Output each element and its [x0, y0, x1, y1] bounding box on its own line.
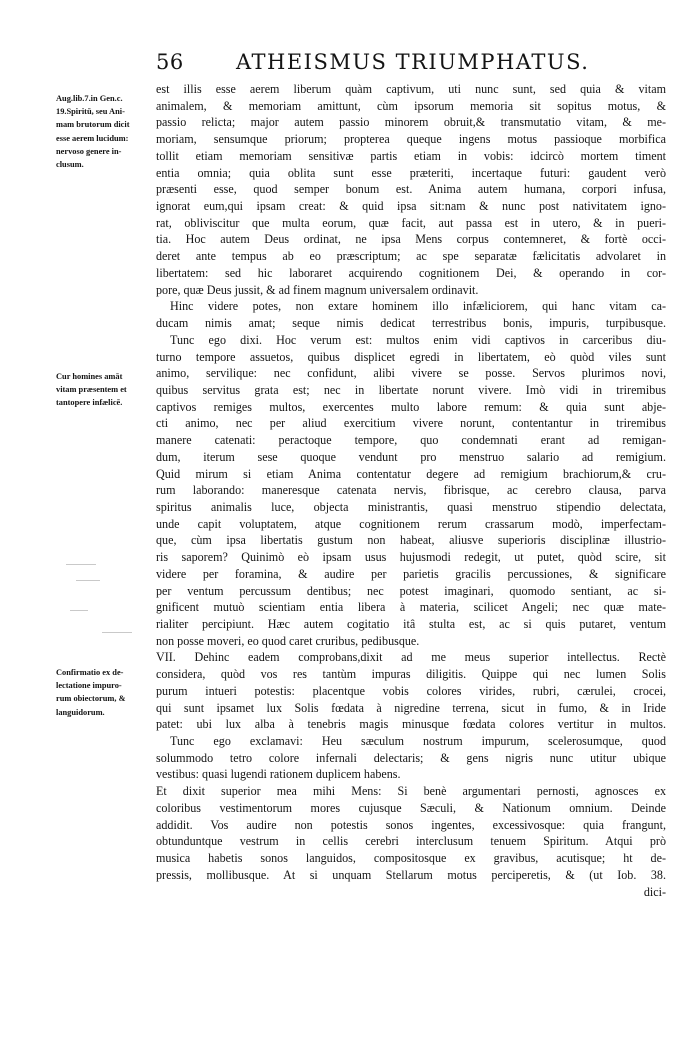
margin-note-confirmatio — [56, 666, 152, 719]
text-line: pore, quæ Deus jussit, & ad finem magnum universalem ordinavit. — [156, 282, 479, 297]
margin-note-line: clusum. — [56, 160, 84, 170]
text-line: unde capit voluptatem, atque cognitionem rerum crassarum modò, imperfectam- — [156, 516, 666, 531]
text-line: passio relicta; major autem passio minorem obruit,& transmutatio vitam, & me- — [156, 115, 666, 130]
text-line: qui sunt ipsamet lux Solis fœdata à nigredine terrena, sicut in fumo, & in Iride — [156, 700, 666, 715]
body-text — [156, 81, 666, 900]
text-line: rialiter percipiunt. Hæc autem cogitatio itâ stulta est, ac si quis putaret, ventum — [156, 617, 666, 631]
text-line: cti animo, nec per aliud exercitium vivere norunt, contentantur in triremibus — [156, 416, 666, 431]
text-line: animo, servilique: nec confidunt, alibi vivere se posse. Servos plurimos novi, — [156, 366, 666, 381]
text-line: pressis, mollibusque. At si unquam Stellarum motus perciperetis, & (ut Iob. 38. — [156, 867, 666, 882]
page-header — [150, 50, 670, 78]
text-line: tia. Hoc autem Deus ordinat, ne ipsa Mens corpus contemneret, & fortè occi- — [156, 232, 666, 247]
catchword: dici- — [643, 884, 666, 899]
margin-note-cur-homines — [56, 370, 152, 410]
text-line: ignorat eum,qui ipsam creat: & quid ipsa sit:nam & nunc post nativitatem igno- — [156, 199, 666, 214]
text-line: videre per foramina, & audire per parietis gracilis percussiones, & significare — [156, 566, 666, 581]
text-line: animalem, & memoriam amittunt, cùm ipsorum memoria sit sopitus motus, & — [156, 98, 666, 113]
text-line: turno tempore assuetos, quibus displicet egredi in libertatem, eò quòd viles sunt — [156, 349, 666, 364]
text-line: entia omnia; quia oblita sunt esse præteriti, incertaque futuri: gaudent verò — [156, 165, 666, 180]
text-line: purum intueri potestis: placentque vobis colores virides, rubri, cærulei, crocei, — [156, 683, 666, 698]
text-line: Quid mirum si etiam Anima contentatur degere ad remigium brachiorum,& cru- — [156, 466, 666, 481]
text-line: rat, obliviscitur que multa eorum, quæ facit, aut passa est in utero, & in pueri- — [156, 215, 666, 230]
margin-note-line: vitam præsentem et — [56, 385, 127, 395]
text-line: moriam, sensumque priorum; propterea queque ingens motus passioque morbifica — [156, 132, 666, 147]
margin-note-augustine — [56, 92, 152, 171]
text-line: spiritus animalis luce, objecta ministrantis, quasi menstruo stipendio delectata, — [156, 499, 666, 514]
margin-note-line: Confirmatio ex de- — [56, 668, 124, 677]
text-line: solummodo tetro colore infernali delectaris; & gens nigris nunc utitur ubique — [156, 750, 666, 765]
text-line: VII. Dehinc eadem comprobans,dixit ad me meus superior intellectus. Rectè — [156, 650, 666, 665]
text-line: Tunc ego exclamavi: Heu sæculum nostrum impurum, scelerosumque, quod — [170, 734, 666, 749]
margin-note-line: lectatione impuro- — [56, 681, 122, 691]
text-line: per ventum percussum dentibus; nec potest imaginari, quomodo sentiant, ac si- — [156, 583, 666, 598]
text-line: manere catenati: peractoque tempore, quo condemnati erant ad remigan- — [156, 433, 666, 448]
text-line: addidit. Vos audire non potestis sonos ingentes, excessivosque: quia frangunt, — [156, 817, 666, 832]
bleed-through-marks — [62, 560, 142, 650]
text-line: Et dixit superior mea mihi Mens: Si benè argumentari pernosti, agnosces ex — [156, 784, 666, 799]
text-line: non posse moveri, eo quod caret cruribus, pedibusque. — [156, 633, 420, 648]
text-line: captivos remiges multos, exercentes multo labore remum: & quia sunt abje- — [156, 399, 666, 414]
text-line: præsenti esse, quod semper bonum est. Anima autem humana, corpori infusa, — [156, 182, 666, 197]
text-line: musica habetis sonos languidos, compositosque ex gravibus, acutisque; ht de- — [156, 851, 666, 866]
text-line: ducam nimis amat; seque nimis dedicat terrestribus bonis, impuris, turpibusque. — [156, 316, 666, 331]
margin-note-line: 19.Spiritū, seu Ani- — [56, 107, 125, 117]
margin-note-line: esse aerem lucidum: — [56, 133, 129, 143]
margin-note-line: Cur homines amāt — [56, 372, 123, 381]
text-line: ris saporem? Quinimò eò ipsam usus hujusmodi redegit, ut putet, quòd scire, sit — [156, 550, 666, 565]
running-title: ATHEISMUS TRIUMPHATUS. — [236, 50, 590, 74]
text-line: que, cùm ipsa libertatis gustum non habeat, aliusve superioris disciplinæ illustrio- — [156, 533, 666, 548]
text-line: coloribus vestimentorum mores cujusque Sæculi, & Nationum omnium. Deinde — [156, 800, 666, 815]
text-line: Tunc ego dixi. Hoc verum est: multos enim vidi captivos in carceribus diu- — [170, 332, 666, 347]
text-line: tollit etiam memoriam sensitivæ partis etiam in vobis: idcircò mortem timent — [156, 148, 666, 163]
margin-note-line: mam brutorum dicit — [56, 120, 130, 130]
text-line: est illis esse aerem liberum quàm captivum, uti nunc sunt, sed quia & vitam — [156, 82, 666, 96]
margin-note-line: Aug.lib.7.in Gen.c. — [56, 94, 123, 103]
text-line: rum laborando: maneresque catenata nervis, fibrisque, ac cerebro clausa, parva — [156, 483, 666, 498]
text-line: vestibus: quasi lugendi rationem duplicem habens. — [156, 767, 401, 782]
text-line: deret ante tempus ab eo præscriptum; ac spe separatæ fælicitatis advolaret in — [156, 249, 666, 264]
margin-note-line: languidorum. — [56, 707, 105, 717]
text-line: patet: ubi lux alba à tenebris magis minusque fœdata colores vertitur in multos. — [156, 717, 666, 732]
text-line: libertatem: sed hic laboraret acquirendo cognitionem Dei, & operando in cor- — [156, 265, 666, 280]
text-line: dum, iterum sese quoque vendunt pro menstruo salario ad remigium. — [156, 449, 666, 464]
margin-note-line: rum obiectorum, & — [56, 694, 126, 704]
margin-note-line: nervoso genere in- — [56, 146, 122, 156]
margin-note-line: tantopere infælicē. — [56, 398, 123, 408]
page-number: 56 — [156, 50, 184, 74]
text-line: quibus servitus grata est; nec in libertate norunt vivere. Imò vidi in triremibus — [156, 382, 666, 397]
text-line: gnificent mutuò scientiam entia libera à materia, scilicet Angeli; nec quæ mate- — [156, 600, 666, 615]
text-line: considera, quòd vos res tantùm impuras diligitis. Quippe qui nec lumen Solis — [156, 667, 666, 682]
text-line: obtunduntque vestrum in cellis cerebri interclusum tenuem Spiritum. Atqui prò — [156, 834, 666, 849]
text-line: Hinc videre potes, non extare hominem illo infæliciorem, qui hanc vitam ca- — [170, 299, 666, 314]
